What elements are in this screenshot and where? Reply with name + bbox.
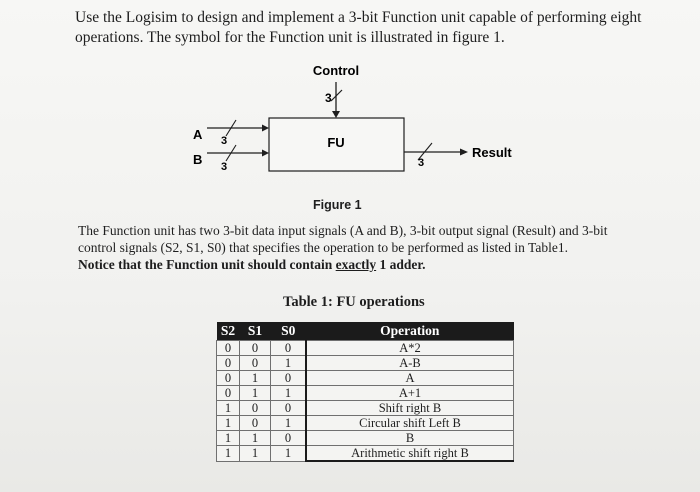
cell-s2: 1 bbox=[217, 431, 240, 446]
header-s2: S2 bbox=[217, 322, 240, 341]
cell-operation: Circular shift Left B bbox=[306, 416, 514, 431]
table-row bbox=[217, 401, 514, 416]
input-a-width-label: 3 bbox=[221, 135, 228, 147]
header-s0: S0 bbox=[271, 322, 307, 341]
cell-s0: 1 bbox=[271, 416, 307, 431]
notice-text: Notice that the Function unit should contain bbox=[78, 257, 336, 272]
description-line-3 bbox=[78, 256, 668, 273]
cell-s1: 1 bbox=[240, 446, 271, 462]
input-b-label: B bbox=[193, 152, 203, 167]
table-row bbox=[217, 431, 514, 446]
description-line-2: control signals (S2, S1, S0) that specifies the operation to be performed as listed in Table1. bbox=[78, 240, 568, 255]
input-b-arrowhead bbox=[262, 150, 269, 157]
fu-operations-table bbox=[216, 322, 514, 462]
cell-s2: 0 bbox=[217, 341, 240, 356]
control-arrowhead bbox=[332, 111, 340, 118]
intro-line-1: Use the Logisim to design and implement a 3-bit Function unit capable of performing eight bbox=[75, 9, 642, 26]
figure-caption: Figure 1 bbox=[313, 198, 362, 212]
description-line-1: The Function unit has two 3-bit data input signals (A and B), 3-bit output signal (Result) and 3-bit bbox=[78, 223, 608, 238]
intro-line-2: operations. The symbol for the Function unit is illustrated in figure 1. bbox=[75, 29, 505, 46]
table-row bbox=[217, 446, 514, 462]
input-a-arrowhead bbox=[262, 125, 269, 132]
control-width-label: 3 bbox=[325, 91, 332, 105]
description-paragraph bbox=[78, 222, 668, 273]
cell-s1: 0 bbox=[240, 356, 271, 371]
cell-s2: 1 bbox=[217, 416, 240, 431]
cell-s1: 1 bbox=[240, 386, 271, 401]
notice-text-end: 1 adder. bbox=[376, 257, 426, 272]
table-row bbox=[217, 371, 514, 386]
cell-operation: A bbox=[306, 371, 514, 386]
table-row bbox=[217, 416, 514, 431]
header-operation: Operation bbox=[306, 322, 514, 341]
cell-s0: 1 bbox=[271, 356, 307, 371]
result-label: Result bbox=[472, 145, 512, 160]
table-title: Table 1: FU operations bbox=[283, 294, 425, 310]
cell-s0: 0 bbox=[271, 341, 307, 356]
header-s1: S1 bbox=[240, 322, 271, 341]
cell-s1: 1 bbox=[240, 431, 271, 446]
cell-operation: B bbox=[306, 431, 514, 446]
cell-s0: 1 bbox=[271, 446, 307, 462]
cell-s2: 0 bbox=[217, 386, 240, 401]
result-width-label: 3 bbox=[418, 157, 425, 169]
notice-emphasis: exactly bbox=[335, 257, 377, 272]
table-row bbox=[217, 386, 514, 401]
fu-label: FU bbox=[327, 135, 345, 150]
cell-s0: 0 bbox=[271, 431, 307, 446]
cell-s1: 0 bbox=[240, 341, 271, 356]
cell-s2: 1 bbox=[217, 446, 240, 462]
cell-operation: A+1 bbox=[306, 386, 514, 401]
cell-operation: A-B bbox=[306, 356, 514, 371]
cell-s2: 1 bbox=[217, 401, 240, 416]
cell-s1: 1 bbox=[240, 371, 271, 386]
cell-s0: 0 bbox=[271, 401, 307, 416]
cell-operation: A*2 bbox=[306, 341, 514, 356]
cell-s2: 0 bbox=[217, 356, 240, 371]
result-arrowhead bbox=[460, 149, 468, 156]
table-row bbox=[217, 341, 514, 356]
fu-symbol-diagram bbox=[0, 0, 700, 200]
input-b-width-label: 3 bbox=[221, 161, 228, 173]
control-label: Control bbox=[312, 63, 360, 78]
table-row bbox=[217, 356, 514, 371]
cell-s0: 0 bbox=[271, 371, 307, 386]
input-a-label: A bbox=[193, 127, 203, 142]
cell-s1: 0 bbox=[240, 416, 271, 431]
cell-s1: 0 bbox=[240, 401, 271, 416]
cell-s0: 1 bbox=[271, 386, 307, 401]
table-header-row bbox=[217, 322, 514, 341]
cell-s2: 0 bbox=[217, 371, 240, 386]
cell-operation: Shift right B bbox=[306, 401, 514, 416]
cell-operation: Arithmetic shift right B bbox=[306, 446, 514, 462]
